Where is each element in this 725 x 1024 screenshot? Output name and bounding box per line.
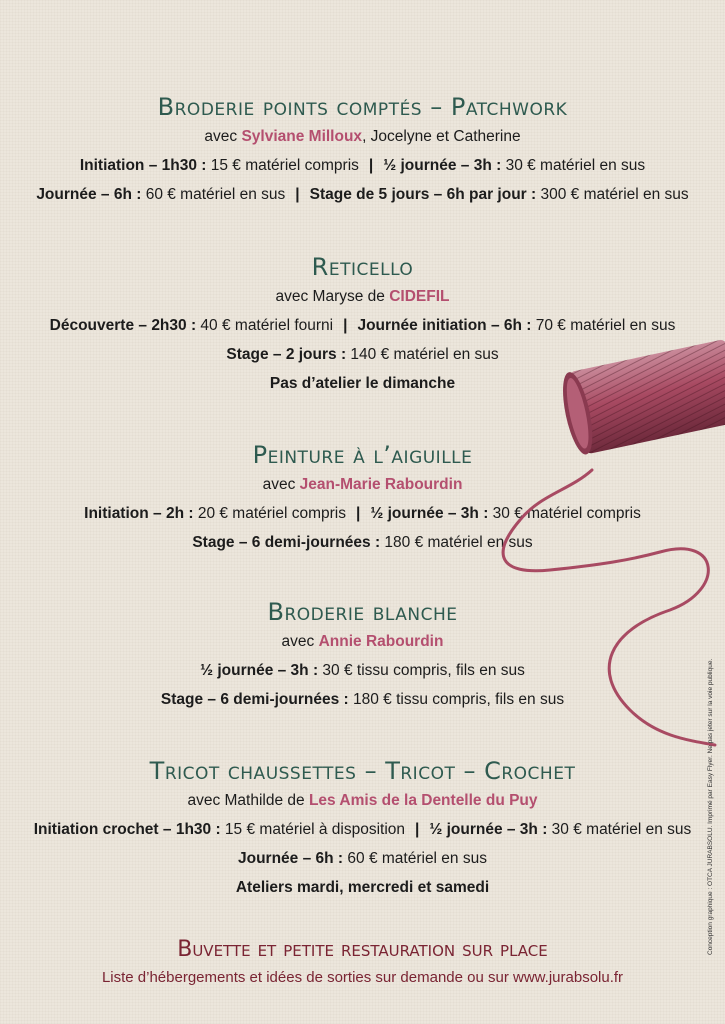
separator: | [356, 505, 361, 522]
price-line: Découverte – 2h30 : 40 € matériel fourni | Journée initiation – 6h : 70 € matériel en sus [49, 317, 676, 334]
footer-title: Buvette et petite restauration sur place [177, 937, 548, 962]
teacher-name: Les Amis de la Dentelle du Puy [308, 792, 538, 809]
separator: | [368, 157, 374, 174]
teacher-name: Sylviane Milloux [241, 128, 363, 145]
section-note: Pas d’atelier le dimanche [269, 375, 456, 392]
teacher-name: Jean-Marie Rabourdin [299, 476, 463, 493]
teacher-line: avec Mathilde de Les Amis de la Dentelle du Puy [187, 792, 538, 809]
teacher-line: avec Annie Rabourdin [281, 633, 444, 650]
price-line: Initiation crochet – 1h30 : 15 € matériel à disposition | ½ journée – 3h : 30 € matériel en sus [33, 821, 692, 838]
section-tricot-crochet [0, 756, 725, 902]
teacher-line: avec Sylviane Milloux, Jocelyne et Catherine [204, 128, 521, 145]
section-broderie-points-comptes [0, 92, 725, 209]
separator: | [415, 821, 420, 838]
price-line: Journée – 6h : 60 € matériel en sus [238, 850, 487, 867]
teacher-name: Annie Rabourdin [318, 633, 444, 650]
loose-thread [503, 470, 715, 745]
teacher-line: avec Jean-Marie Rabourdin [262, 476, 463, 493]
price-line: ½ journée – 3h : 30 € tissu compris, fils en sus [200, 662, 525, 679]
section-title: Tricot chaussettes – Tricot – Crochet [149, 757, 576, 785]
price-line: Journée – 6h : 60 € matériel en sus | Stage de 5 jours – 6h par jour : 300 € matériel en sus [36, 186, 689, 203]
thread-spool-illustration [480, 320, 725, 750]
price-line: Stage – 6 demi-journées : 180 € tissu compris, fils en sus [160, 691, 565, 708]
separator: | [295, 186, 300, 203]
section-title: Broderie blanche [267, 598, 458, 626]
price-line: Initiation – 1h30 : 15 € matériel compris | ½ journée – 3h : 30 € matériel en sus [79, 157, 646, 174]
teacher-name: CIDEFIL [389, 288, 450, 305]
footer [0, 935, 725, 991]
price-line: Initiation – 2h : 20 € matériel compris | ½ journée – 3h : 30 € matériel compris [84, 505, 641, 522]
price-line: Stage – 6 demi-journées : 180 € matériel en sus [192, 534, 533, 551]
print-credit: Conception graphique : OTCA JURABSOLU. Imprimé par Easy Flyer. Ne pas jeter sur la voie publique. [707, 658, 714, 955]
separator: | [343, 317, 348, 334]
section-title: Broderie points comptés – Patchwork [157, 93, 568, 121]
section-note: Ateliers mardi, mercredi et samedi [235, 879, 490, 896]
section-title: Reticello [311, 253, 414, 281]
section-title: Peinture à l’aiguille [252, 441, 473, 469]
price-line: Stage – 2 jours : 140 € matériel en sus [226, 346, 499, 363]
teacher-line: avec Maryse de CIDEFIL [275, 288, 450, 305]
footer-subtitle: Liste d’hébergements et idées de sorties sur demande ou sur www.jurabsolu.fr [101, 969, 624, 986]
